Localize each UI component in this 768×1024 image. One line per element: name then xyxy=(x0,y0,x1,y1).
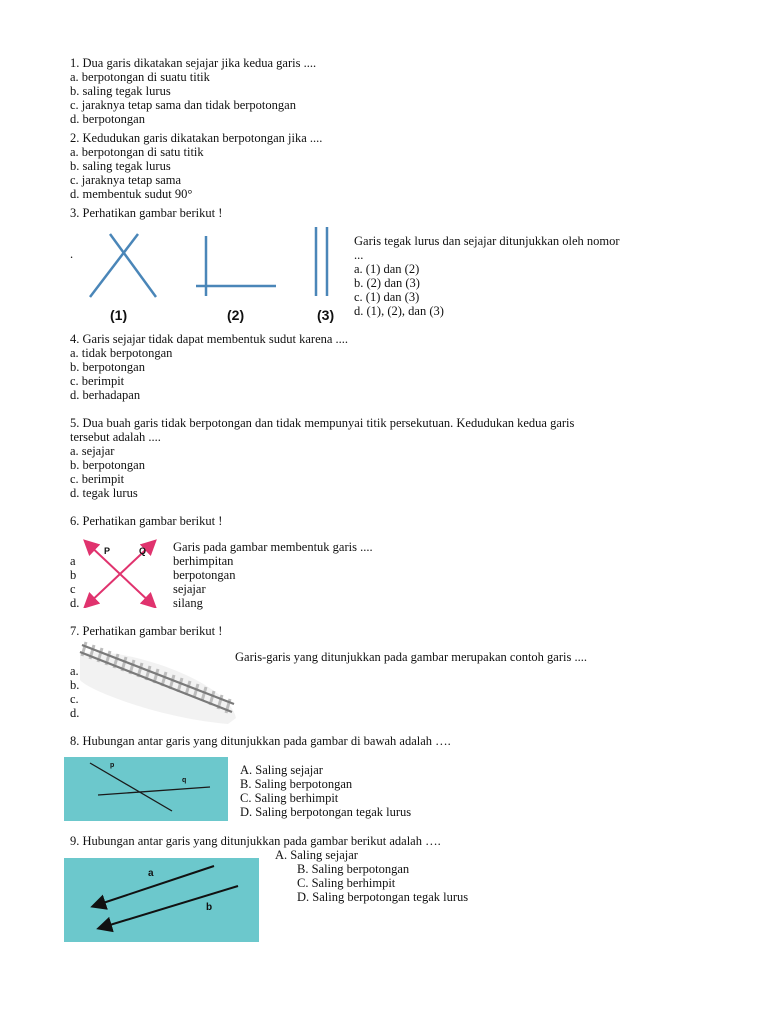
q3-option-c: c. (1) dan (3) xyxy=(354,290,420,304)
q5-option-c: c. berimpit xyxy=(70,472,125,486)
q5-option-a: a. sejajar xyxy=(70,444,115,458)
q1-option-a: a. berpotongan di suatu titik xyxy=(70,70,210,84)
q7-letter-a: a. xyxy=(70,664,79,678)
q3-option-d: d. (1), (2), dan (3) xyxy=(354,304,444,318)
q6-line-q-upper xyxy=(120,542,154,574)
q8-option-b: B. Saling berpotongan xyxy=(240,777,353,791)
q3-line-1b xyxy=(110,234,156,297)
q9-option-a: A. Saling sejajar xyxy=(275,848,358,862)
q1-option-b: b. saling tegak lurus xyxy=(70,84,171,98)
q3-figure-label-1: (1) xyxy=(110,307,128,323)
q2-stem: 2. Kedudukan garis dikatakan berpotongan jika .... xyxy=(70,131,323,145)
q6-option-b: berpotongan xyxy=(173,568,236,582)
q8-label-p: p xyxy=(110,762,115,769)
q3-line-1a xyxy=(90,234,138,297)
q3-figure-label-2: (2) xyxy=(227,307,245,323)
q6-line-p-lower xyxy=(120,574,154,606)
q6-figure xyxy=(82,538,162,608)
q3-option-a: a. (1) dan (2) xyxy=(354,262,420,276)
q9-label-a: a xyxy=(148,868,154,879)
q5-stem-line1: 5. Dua buah garis tidak berpotongan dan tidak mempunyai titik persekutuan. Kedudukan kedua garis xyxy=(70,416,575,430)
q6-label-q: Q xyxy=(139,546,147,556)
q7-letter-b: b. xyxy=(70,678,80,692)
q5-stem-line2: tersebut adalah .... xyxy=(70,430,161,444)
q7-stem: 7. Perhatikan gambar berikut ! xyxy=(70,624,223,638)
q2-option-c: c. jaraknya tetap sama xyxy=(70,173,182,187)
q9-option-c: C. Saling berhimpit xyxy=(297,876,396,890)
q2-option-d: d. membentuk sudut 90° xyxy=(70,187,193,201)
q6-letter-c: c xyxy=(70,582,76,596)
q3-stem: 3. Perhatikan gambar berikut ! xyxy=(70,206,223,220)
q6-option-c: sejajar xyxy=(173,582,206,596)
q4-option-a: a. tidak berpotongan xyxy=(70,346,173,360)
q9-figure xyxy=(64,858,259,942)
q5-option-d: d. tegak lurus xyxy=(70,486,138,500)
q6-option-d: silang xyxy=(173,596,203,610)
q8-figure xyxy=(64,757,228,821)
q6-line-p-upper xyxy=(86,542,120,574)
q1-option-d: d. berpotongan xyxy=(70,112,145,126)
q2-option-a: a. berpotongan di satu titik xyxy=(70,145,204,159)
q4-option-d: d. berhadapan xyxy=(70,388,141,402)
q8-stem: 8. Hubungan antar garis yang ditunjukkan pada gambar di bawah adalah …. xyxy=(70,734,451,748)
q9-label-b: b xyxy=(206,902,213,913)
q9-option-d: D. Saling berpotongan tegak lurus xyxy=(297,890,469,904)
q7-letter-d: d. xyxy=(70,706,80,720)
q9-option-b: B. Saling berpotongan xyxy=(297,862,410,876)
q3-ellipsis: ... xyxy=(354,248,364,262)
q8-option-c: C. Saling berhimpit xyxy=(240,791,339,805)
q7-letter-c: c. xyxy=(70,692,79,706)
q8-label-q: q xyxy=(182,777,187,784)
q4-option-c: c. berimpit xyxy=(70,374,125,388)
q6-question: Garis pada gambar membentuk garis .... xyxy=(173,540,373,554)
q8-option-a: A. Saling sejajar xyxy=(240,763,323,777)
q4-option-b: b. berpotongan xyxy=(70,360,145,374)
q7-railway-image xyxy=(78,640,238,726)
q3-option-b: b. (2) dan (3) xyxy=(354,276,420,290)
q6-option-a: berhimpitan xyxy=(173,554,234,568)
q6-letter-a: a xyxy=(70,554,76,568)
q8-option-d: D. Saling berpotongan tegak lurus xyxy=(240,805,412,819)
q1-option-c: c. jaraknya tetap sama dan tidak berpotongan xyxy=(70,98,296,112)
q4-stem: 4. Garis sejajar tidak dapat membentuk sudut karena .... xyxy=(70,332,349,346)
q6-letter-b: b xyxy=(70,568,77,582)
q7-question: Garis-garis yang ditunjukkan pada gambar merupakan contoh garis .... xyxy=(235,650,587,664)
q2-option-b: b. saling tegak lurus xyxy=(70,159,171,173)
q6-label-p: P xyxy=(104,546,111,556)
q3-dot: . xyxy=(70,247,74,261)
q6-line-q-lower xyxy=(86,574,120,606)
q6-stem: 6. Perhatikan gambar berikut ! xyxy=(70,514,223,528)
q5-option-b: b. berpotongan xyxy=(70,458,145,472)
q3-question: Garis tegak lurus dan sejajar ditunjukkan oleh nomor xyxy=(354,234,620,248)
q1-stem: 1. Dua garis dikatakan sejajar jika kedua garis .... xyxy=(70,56,317,70)
q6-letter-d: d. xyxy=(70,596,80,610)
q9-stem: 9. Hubungan antar garis yang ditunjukkan pada gambar berikut adalah …. xyxy=(70,834,441,848)
q3-figure-label-3: (3) xyxy=(317,307,335,323)
